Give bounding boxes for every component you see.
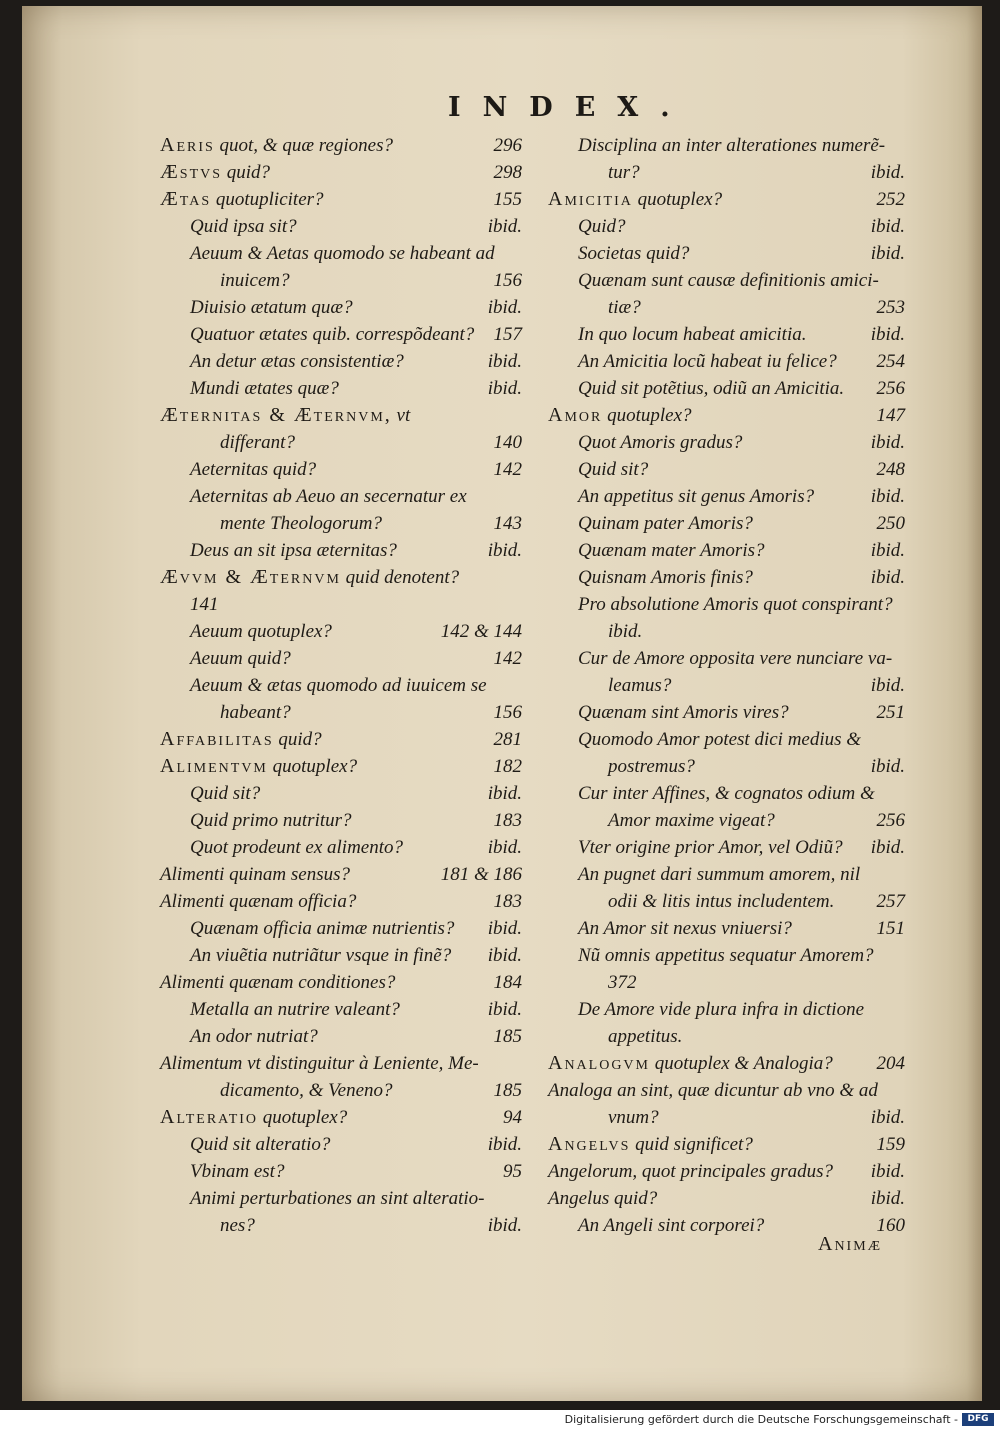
index-entry (548, 1077, 913, 1104)
entry-text: mente Theologorum? (220, 513, 383, 534)
entry-lemma: Analogvm (548, 1052, 650, 1074)
index-entry (160, 1185, 530, 1212)
entry-page: 95 (503, 1161, 522, 1182)
entry-page: 204 (876, 1053, 905, 1074)
entry-text: Animi perturbationes an sint alteratio- (190, 1188, 485, 1209)
entry-text: Quinam pater Amoris? (578, 513, 753, 534)
entry-text: Vbinam est? (190, 1161, 285, 1182)
index-entry (548, 267, 913, 294)
entry-text: Alimentum vt distinguitur à Leniente, Me- (160, 1053, 479, 1074)
entry-text: Deus an sit ipsa æternitas? (190, 540, 397, 561)
entry-text: Pro absolutione Amoris quot conspirant? (578, 594, 893, 615)
entry-text: Quænam sint Amoris vires? (578, 702, 789, 723)
entry-lemma: Amicitia (548, 188, 633, 210)
running-head: INDEX. (448, 92, 692, 123)
entry-text: quotuplex? (637, 189, 723, 210)
entry-text: postremus? (608, 756, 695, 777)
index-entry (160, 483, 530, 510)
index-entry (160, 672, 530, 699)
entry-text: Amor maxime vigeat? (608, 810, 775, 831)
entry-text: quid denotent? (345, 567, 460, 588)
index-entry (160, 510, 530, 537)
index-entry (160, 1131, 530, 1158)
entry-page: 183 (493, 891, 522, 912)
entry-text: Disciplina an inter alterationes numerẽ- (578, 135, 886, 156)
index-entry (160, 807, 530, 834)
entry-page: 142 (493, 459, 522, 480)
entry-page: ibid. (870, 324, 905, 345)
entry-lemma: Æstvs (160, 161, 223, 183)
entry-page: 147 (876, 405, 905, 426)
entry-text: odii & litis intus includentem. (608, 891, 835, 912)
entry-text: An detur ætas consistentiæ? (190, 351, 404, 372)
entry-text: Quot Amoris gradus? (578, 432, 743, 453)
entry-page: ibid. (870, 243, 905, 264)
index-entry (548, 186, 913, 213)
entry-page: 151 (876, 918, 905, 939)
entry-lemma: Aeris (160, 134, 215, 156)
entry-text: vt (396, 405, 411, 426)
entry-text: Quid primo nutritur? (190, 810, 352, 831)
entry-text: 141 (190, 594, 219, 615)
index-entry (548, 996, 913, 1023)
index-entry (548, 618, 913, 645)
entry-page: ibid. (870, 540, 905, 561)
index-entry (548, 1131, 913, 1158)
entry-text: Aeuum & ætas quomodo ad iuuicem se (190, 675, 487, 696)
index-entry (548, 834, 913, 861)
entry-text: tiæ? (608, 297, 641, 318)
entry-text: Quot prodeunt ex alimento? (190, 837, 404, 858)
index-entry (160, 537, 530, 564)
index-entry (548, 564, 913, 591)
entry-text: nes? (220, 1215, 255, 1236)
index-entry (160, 753, 530, 780)
entry-page: 140 (493, 432, 522, 453)
entry-page: 248 (876, 459, 905, 480)
entry-lemma: Ætas (160, 188, 212, 210)
entry-text: An odor nutriat? (190, 1026, 318, 1047)
entry-text: Quid sit? (190, 783, 261, 804)
index-entry (548, 1185, 913, 1212)
index-entry (548, 1050, 913, 1077)
index-entry (160, 348, 530, 375)
index-entry (160, 1212, 530, 1239)
index-entry (548, 537, 913, 564)
entry-text: Quid sit alteratio? (190, 1134, 331, 1155)
entry-lemma: Alteratio (160, 1106, 259, 1128)
index-entry (548, 753, 913, 780)
index-entry (548, 645, 913, 672)
entry-page: ibid. (487, 1215, 522, 1236)
entry-text: De Amore vide plura infra in dictione (578, 999, 865, 1020)
footer-credit: Digitalisierung gefördert durch die Deutsche Forschungsgemeinschaft - (564, 1413, 958, 1426)
entry-text: quotupliciter? (215, 189, 324, 210)
entry-text: quid? (278, 729, 322, 750)
entry-page: ibid. (487, 918, 522, 939)
entry-lemma: Amor (548, 404, 603, 426)
entry-page: ibid. (487, 945, 522, 966)
entry-page: ibid. (870, 216, 905, 237)
entry-text: Cur inter Affines, & cognatos odium & (578, 783, 875, 804)
index-entry (160, 267, 530, 294)
index-entry (548, 510, 913, 537)
index-entry (548, 1158, 913, 1185)
entry-page: 296 (493, 135, 522, 156)
index-entry (548, 375, 913, 402)
index-entry (548, 456, 913, 483)
index-entry (160, 1104, 530, 1131)
entry-text: quid? (226, 162, 271, 183)
entry-text: An appetitus sit genus Amoris? (578, 486, 815, 507)
index-entry (548, 213, 913, 240)
entry-text: Quomodo Amor potest dici medius & (578, 729, 862, 750)
entry-text: Quid sit? (578, 459, 649, 480)
catchword: Animæ (818, 1233, 883, 1255)
index-column-left (160, 132, 530, 1239)
entry-text: Analoga an sint, quæ dicuntur ab vno & ad (548, 1080, 878, 1101)
entry-page: 184 (493, 972, 522, 993)
entry-page: ibid. (487, 837, 522, 858)
entry-page: 257 (876, 891, 905, 912)
entry-text: Societas quid? (578, 243, 690, 264)
entry-page: ibid. (487, 351, 522, 372)
entry-page: 182 (493, 756, 522, 777)
index-entry (160, 726, 530, 753)
entry-text: Quænam mater Amoris? (578, 540, 765, 561)
entry-text: Nũ omnis appetitus sequatur Amorem? (578, 945, 874, 966)
entry-text: An viuẽtia nutriãtur vsque in finẽ? (190, 945, 452, 966)
index-entry (160, 645, 530, 672)
index-entry (548, 942, 913, 969)
index-entry (160, 132, 530, 159)
entry-page: 253 (876, 297, 905, 318)
index-column-right (548, 132, 913, 1239)
entry-text: Alimenti quinam sensus? (160, 864, 350, 885)
entry-page: 254 (876, 351, 905, 372)
index-entry (548, 861, 913, 888)
entry-page: 143 (493, 513, 522, 534)
entry-page: 256 (876, 810, 905, 831)
index-entry (548, 915, 913, 942)
entry-text: Quid sit potẽtius, odiũ an Amicitia. (578, 378, 845, 399)
index-entry (160, 240, 530, 267)
index-entry (548, 483, 913, 510)
entry-page: ibid. (870, 675, 905, 696)
entry-text: quotuplex? (607, 405, 692, 426)
index-entry (160, 1077, 530, 1104)
entry-page: ibid. (870, 756, 905, 777)
entry-text: Cur de Amore opposita vere nunciare va- (578, 648, 893, 669)
entry-page: 251 (876, 702, 905, 723)
entry-text: Angelus quid? (548, 1188, 658, 1209)
entry-text: quid significet? (635, 1134, 753, 1155)
entry-text: Mundi ætates quæ? (190, 378, 339, 399)
index-entry (548, 726, 913, 753)
entry-page: ibid. (870, 486, 905, 507)
entry-text: An Amicitia locũ habeat iu felice? (578, 351, 837, 372)
entry-lemma: Ævvm & Æternvm (160, 566, 341, 588)
index-entry (548, 348, 913, 375)
index-entry (548, 888, 913, 915)
index-entry (160, 1158, 530, 1185)
index-entry (548, 807, 913, 834)
entry-text: leamus? (608, 675, 672, 696)
entry-page: ibid. (487, 783, 522, 804)
entry-page: ibid. (870, 837, 905, 858)
index-entry (160, 780, 530, 807)
entry-text: ibid. (608, 621, 643, 642)
index-entry (160, 618, 530, 645)
entry-page: ibid. (870, 1161, 905, 1182)
entry-text: Quisnam Amoris finis? (578, 567, 753, 588)
entry-text: Angelorum, quot principales gradus? (548, 1161, 833, 1182)
index-entry (160, 1023, 530, 1050)
entry-page: ibid. (487, 378, 522, 399)
index-entry (548, 672, 913, 699)
entry-page: 156 (493, 270, 522, 291)
entry-page: ibid. (870, 432, 905, 453)
index-entry (548, 699, 913, 726)
entry-page: ibid. (487, 999, 522, 1020)
entry-page: 94 (503, 1107, 522, 1128)
entry-text: 372 (608, 972, 637, 993)
entry-page: ibid. (487, 540, 522, 561)
entry-page: 256 (876, 378, 905, 399)
index-entry (548, 321, 913, 348)
index-entry (160, 186, 530, 213)
entry-page: 281 (493, 729, 522, 750)
entry-page: 183 (493, 810, 522, 831)
index-entry (548, 591, 913, 618)
entry-page: 142 & 144 (440, 621, 522, 642)
entry-text: Quænam officia animæ nutrientis? (190, 918, 455, 939)
index-entry (548, 132, 913, 159)
index-entry (160, 159, 530, 186)
entry-text: Quid ipsa sit? (190, 216, 297, 237)
entry-text: quotuplex & Analogia? (654, 1053, 833, 1074)
index-entry (160, 591, 530, 618)
entry-page: ibid. (870, 1107, 905, 1128)
index-entry (160, 996, 530, 1023)
index-entry (160, 456, 530, 483)
entry-text: quotuplex? (272, 756, 358, 777)
entry-page: 181 & 186 (440, 864, 522, 885)
index-entry (548, 159, 913, 186)
entry-lemma: Angelvs (548, 1133, 631, 1155)
index-entry (160, 915, 530, 942)
entry-text: An pugnet dari summum amorem, nil (578, 864, 861, 885)
entry-page: 298 (493, 162, 522, 183)
index-entry (548, 402, 913, 429)
entry-text: vnum? (608, 1107, 659, 1128)
index-entry (160, 321, 530, 348)
entry-text: inuicem? (220, 270, 290, 291)
index-entry (548, 1023, 913, 1050)
index-entry (160, 429, 530, 456)
entry-text: appetitus. (608, 1026, 683, 1047)
entry-page: 155 (493, 189, 522, 210)
entry-text: Aeternitas ab Aeuo an secernatur ex (190, 486, 467, 507)
index-entry (548, 780, 913, 807)
footer-bar (0, 1410, 1000, 1430)
entry-lemma: Alimentvm (160, 755, 268, 777)
entry-text: dicamento, & Veneno? (220, 1080, 393, 1101)
index-entry (160, 969, 530, 996)
entry-page: 250 (876, 513, 905, 534)
entry-page: 252 (876, 189, 905, 210)
entry-page: 185 (493, 1026, 522, 1047)
entry-text: Quænam sunt causæ definitionis amici- (578, 270, 879, 291)
index-entry (548, 1104, 913, 1131)
entry-text: Alimenti quænam conditiones? (160, 972, 396, 993)
index-entry (160, 834, 530, 861)
entry-text: Aeuum quid? (190, 648, 291, 669)
entry-text: Aeternitas quid? (190, 459, 317, 480)
index-entry (160, 375, 530, 402)
entry-text: An Amor sit nexus vniuersi? (578, 918, 792, 939)
entry-text: An Angeli sint corporei? (578, 1215, 765, 1236)
entry-text: Aeuum & Aetas quomodo se habeant ad (190, 243, 495, 264)
index-entry (548, 294, 913, 321)
index-entry (160, 699, 530, 726)
index-entry (160, 861, 530, 888)
index-entry (160, 888, 530, 915)
entry-page: ibid. (870, 1188, 905, 1209)
entry-page: ibid. (487, 297, 522, 318)
dfg-logo: DFG (962, 1413, 994, 1426)
entry-text: Alimenti quænam officia? (160, 891, 357, 912)
entry-page: 142 (493, 648, 522, 669)
entry-text: Diuisio ætatum quæ? (190, 297, 353, 318)
index-entry (160, 402, 530, 429)
entry-text: Quid? (578, 216, 626, 237)
entry-lemma: Affabilitas (160, 728, 274, 750)
entry-page: 185 (493, 1080, 522, 1101)
index-entry (548, 969, 913, 996)
entry-text: Quatuor ætates quib. correspõdeant? (190, 324, 475, 345)
entry-page: 159 (876, 1134, 905, 1155)
entry-lemma: Æternitas & Æternvm, (160, 404, 392, 426)
entry-text: Metalla an nutrire valeant? (190, 999, 400, 1020)
entry-text: Vter origine prior Amor, vel Odiũ? (578, 837, 843, 858)
index-entry (160, 213, 530, 240)
entry-page: 156 (493, 702, 522, 723)
index-entry (160, 294, 530, 321)
entry-page: ibid. (870, 567, 905, 588)
index-entry (160, 564, 530, 591)
entry-page: ibid. (487, 216, 522, 237)
entry-page: 160 (876, 1215, 905, 1236)
entry-page: ibid. (870, 162, 905, 183)
entry-text: In quo locum habeat amicitia. (578, 324, 807, 345)
entry-text: tur? (608, 162, 640, 183)
entry-page: ibid. (487, 1134, 522, 1155)
entry-text: Aeuum quotuplex? (190, 621, 332, 642)
index-entry (548, 429, 913, 456)
entry-text: habeant? (220, 702, 291, 723)
entry-text: quot, & quæ regiones? (219, 135, 393, 156)
index-entry (548, 240, 913, 267)
entry-text: quotuplex? (262, 1107, 348, 1128)
entry-text: differant? (220, 432, 295, 453)
index-entry (160, 1050, 530, 1077)
index-entry (160, 942, 530, 969)
entry-page: 157 (493, 324, 522, 345)
